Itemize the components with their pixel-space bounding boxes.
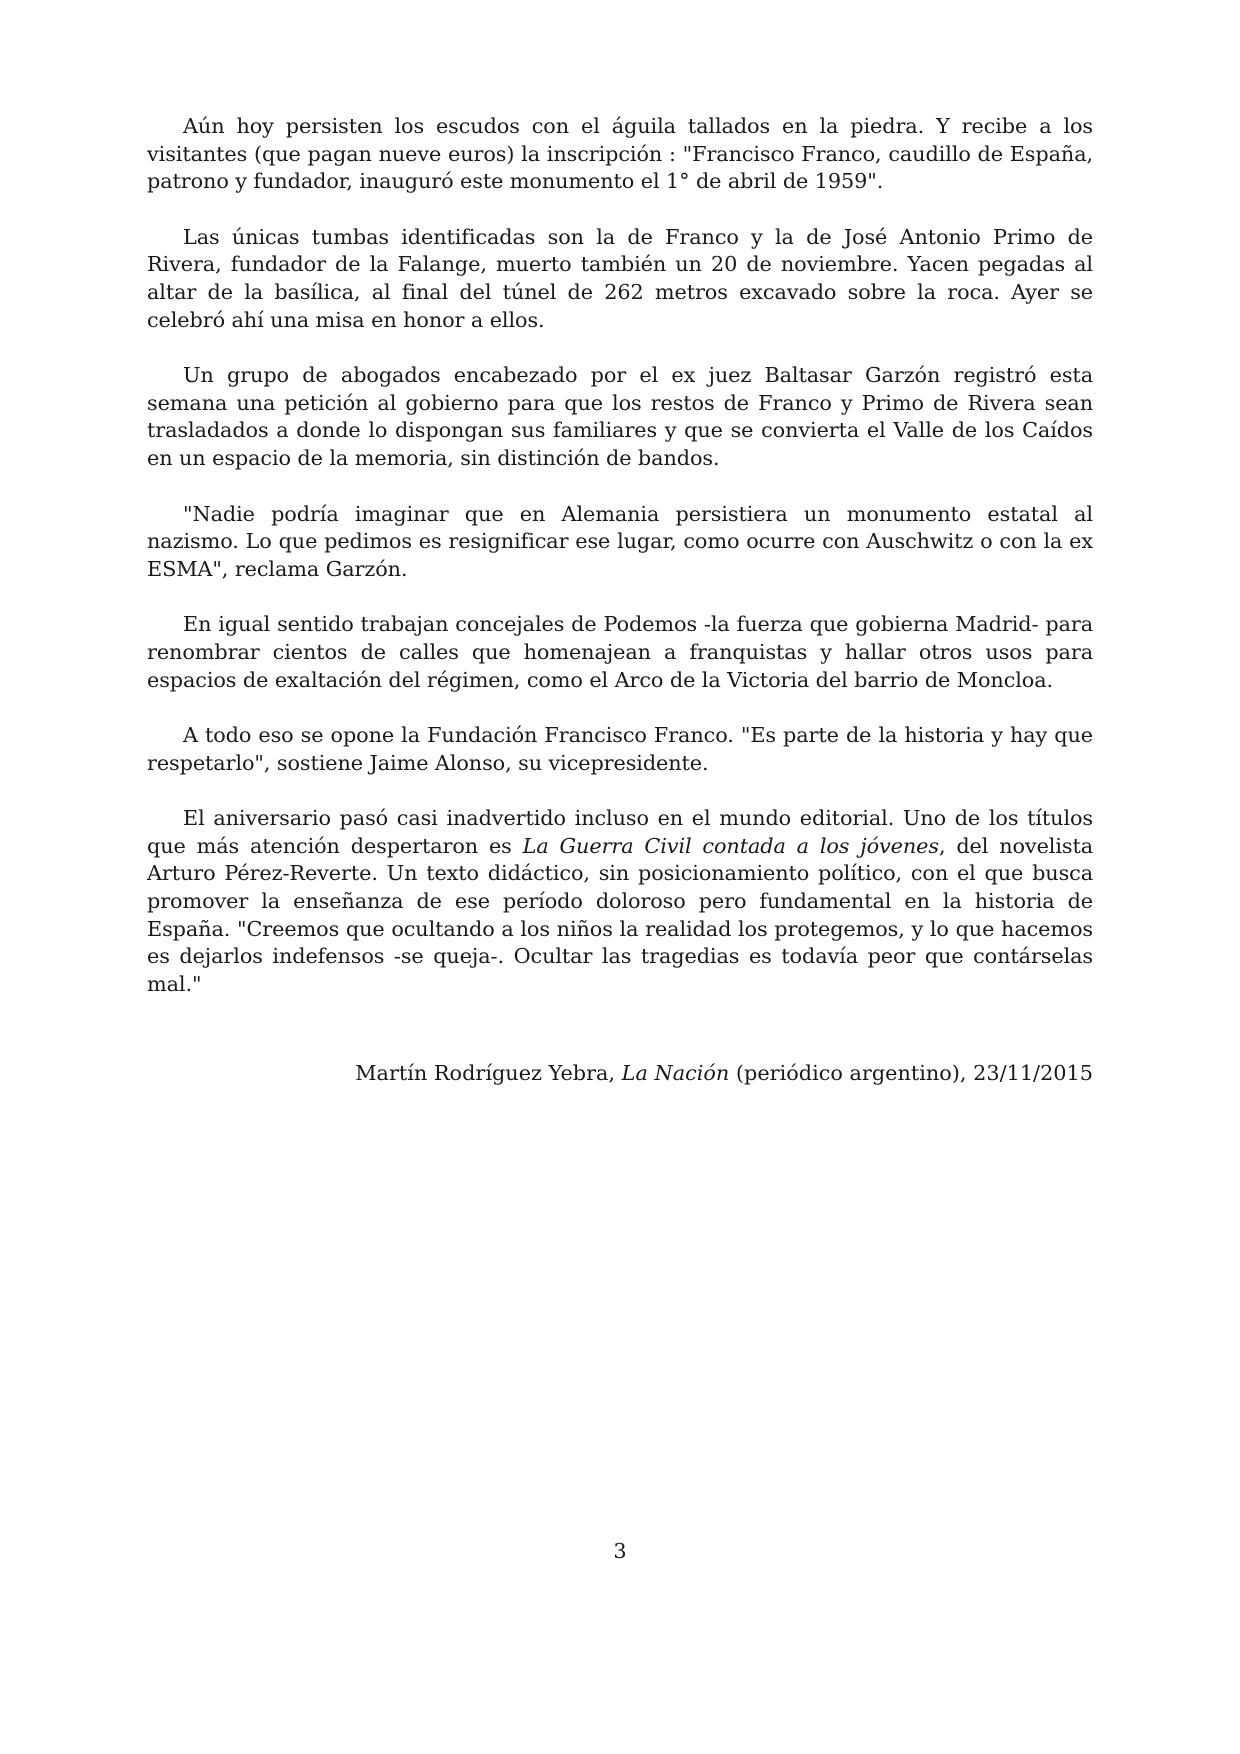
publication-name: La Nación	[621, 1061, 730, 1085]
paragraph-2: Las únicas tumbas identificadas son la de Franco y la de José Antonio Primo de Rivera, fundador de la Falange, muerto también un 20 de noviembre. Yacen pegadas al altar de la basílica, al final del túnel de 262 metros excavado sobre la roca. Ayer se celebró ahí una misa en honor a ellos.	[147, 224, 1093, 332]
paragraph-4: "Nadie podría imaginar que en Alemania persistiera un monumento estatal al nazismo. Lo que pedimos es resignificar ese lugar, como ocurre con Auschwitz o con la ex ESMA", reclama Garzón.	[147, 501, 1093, 581]
paragraph-1: Aún hoy persisten los escudos con el águila tallados en la piedra. Y recibe a los visitantes (que pagan nueve euros) la inscripción : "Francisco Franco, caudillo de España, patrono y fundador, inauguró este monumento el 1° de abril de 1959".	[147, 114, 1093, 194]
paragraph-6: A todo eso se opone la Fundación Francisco Franco. "Es parte de la historia y hay que respetarlo", sostiene Jaime Alonso, su vicepresidente.	[147, 723, 1093, 775]
article-body	[147, 113, 1093, 1026]
book-title: La Guerra Civil contada a los jóvenes	[522, 833, 939, 858]
author-name: Martín Rodríguez Yebra,	[355, 1061, 622, 1085]
paragraph-7	[147, 805, 1093, 998]
paragraph-3: Un grupo de abogados encabezado por el ex juez Baltasar Garzón registró esta semana una petición al gobierno para que los restos de Franco y Primo de Rivera sean trasladados a donde lo dispongan sus familiares y que se convierta el Valle de los Caídos en un espacio de la memoria, sin distinción de bandos.	[147, 363, 1093, 470]
paragraph-7-text-before: El aniversario pasó casi inadvertido incluso en el mundo editorial. Uno de los títulos que más atención despertaron es	[147, 806, 1093, 858]
paragraph-5: En igual sentido trabajan concejales de Podemos -la fuerza que gobierna Madrid- para renombrar cientos de calles que homenajean a franquistas y hallar otros usos para espacios de exaltación del régimen, como el Arco de la Victoria del barrio de Moncloa.	[147, 612, 1093, 692]
page-number: 3	[613, 1539, 627, 1563]
article-signature	[355, 1059, 1093, 1087]
publication-details: (periódico argentino), 23/11/2015	[729, 1061, 1093, 1085]
paragraph-7-text-after: , del novelista Arturo Pérez-Reverte. Un texto didáctico, sin posicionamiento político, con el que busca promover la enseñanza de ese período doloroso pero fundamental en la historia de España. "Creemos que ocultando a los niños la realidad los protegemos, y lo que hacemos es dejarlos indefensos -se queja-. Ocultar las tragedias es todavía peor que contárselas mal."	[147, 833, 1094, 996]
